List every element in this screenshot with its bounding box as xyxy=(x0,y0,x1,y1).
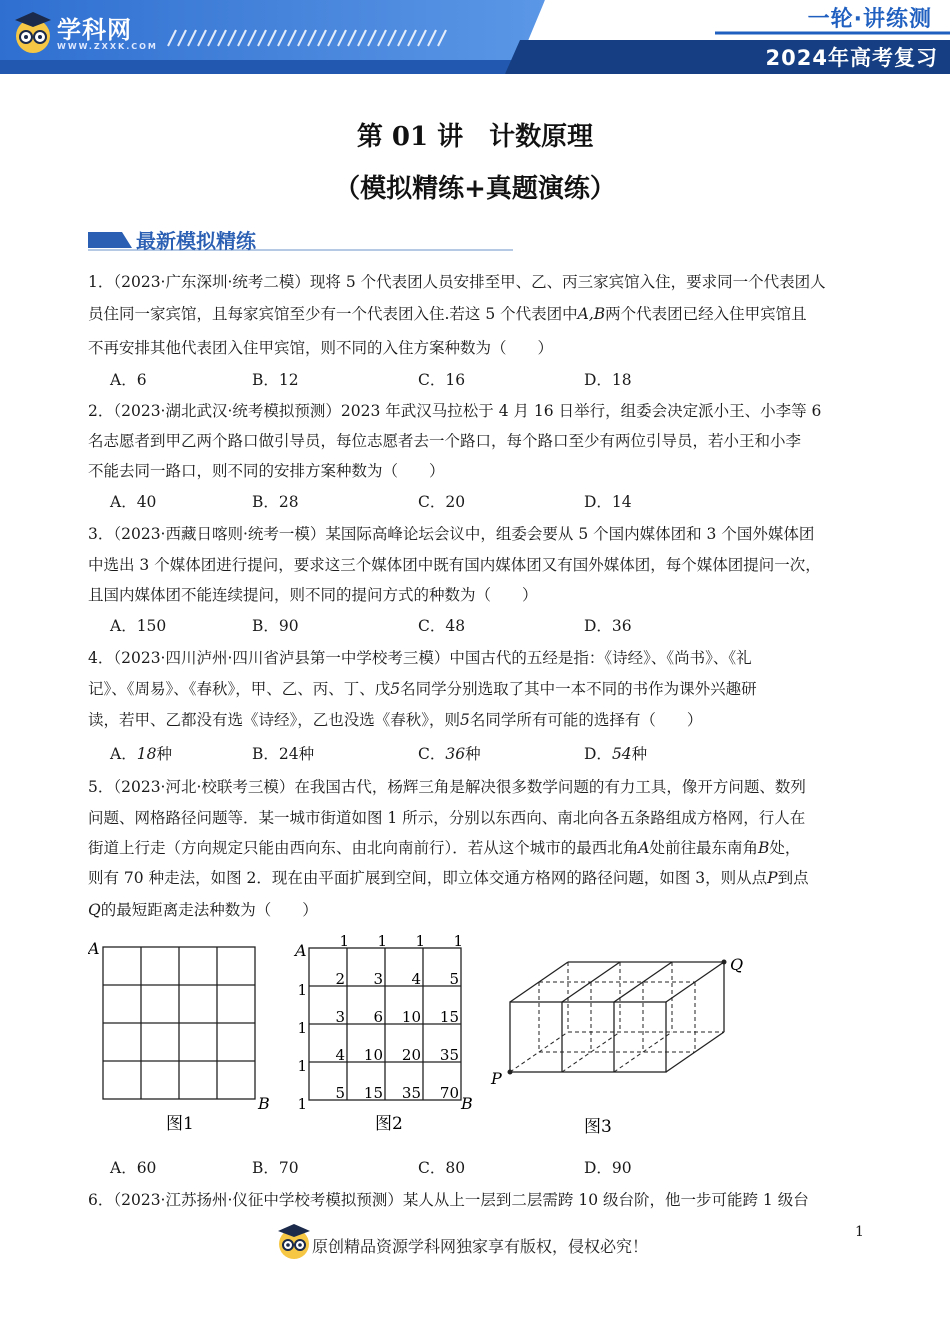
grid-number: 1 xyxy=(297,1057,307,1075)
grid-number: 70 xyxy=(439,1084,459,1102)
logo-name: 学科网 xyxy=(57,16,132,44)
option-d[interactable]: D．54种 xyxy=(584,745,648,763)
question-line: 员住同一家宾馆，且每家宾馆至少有一个代表团入住.若这 5 个代表团中A,B两个代表团已经入住甲宾馆且 xyxy=(88,305,807,323)
label-b: B xyxy=(258,1094,270,1113)
solid-edges xyxy=(510,962,724,1072)
math-var: B xyxy=(757,839,770,857)
label-q: Q xyxy=(730,955,744,974)
figure-caption: 图1 xyxy=(166,1114,194,1134)
question-line: 问题、网格路径问题等．某一城市街道如图 1 所示，分别以东西向、南北向各五条路组成方格网，行人在 xyxy=(88,809,806,827)
question-line: 则有 70 种走法，如图 2．现在由平面扩展到空间，即立体交通方格网的路径问题，如图 3，则从点P到点 xyxy=(88,869,809,887)
question-line: 2．（2023·湖北武汉·统考模拟预测）2023 年武汉马拉松于 4 月 16 日举行，组委会决定派小王、小李等 6 xyxy=(88,402,822,420)
option-c[interactable]: C．48 xyxy=(418,617,466,635)
grid-number: 1 xyxy=(297,1019,307,1037)
grid-lines xyxy=(309,948,461,1100)
grid-number: 4 xyxy=(335,1046,345,1064)
math-var: A xyxy=(638,839,650,857)
page-subtitle: （模拟精练+真题演练） xyxy=(334,174,616,204)
math-var: A,B xyxy=(577,305,606,323)
grid-number: 3 xyxy=(335,1008,345,1026)
question-line: 名志愿者到甲乙两个路口做引导员，每位志愿者去一个路口，每个路口至少有两位引导员，若小王和小李 xyxy=(88,432,802,450)
grid-number: 20 xyxy=(401,1046,421,1064)
grid-number: 5 xyxy=(335,1084,345,1102)
grid-number: 3 xyxy=(373,970,383,988)
question-line: 街道上行走（方向规定只能由西向东、由北向南前行）．若从这个城市的最西北角A处前往最东南角B处， xyxy=(88,839,801,857)
option-a[interactable]: A．60 xyxy=(110,1159,157,1177)
question-line: 不能去同一路口，则不同的安排方案种数为（ ） xyxy=(88,462,445,480)
question-line: 4．（2023·四川泸州·四川省泸县第一中学校考三模）中国古代的五经是指：《诗经》、《尚书》、《礼 xyxy=(88,649,752,667)
owl-footer-icon xyxy=(276,1222,312,1262)
option-a[interactable]: A．40 xyxy=(110,493,157,511)
grid-number: 35 xyxy=(401,1084,421,1102)
math-var: P xyxy=(767,869,778,887)
grid-number: 1 xyxy=(377,932,387,950)
option-d[interactable]: D．36 xyxy=(584,617,632,635)
figure-2-yang-hui-grid xyxy=(293,928,483,1138)
answer-options xyxy=(110,368,810,390)
math-var: Q xyxy=(88,901,101,919)
question-line: 中选出 3 个媒体团进行提问，要求这三个媒体团中既有国内媒体团又有国外媒体团，每个媒体团提问一次， xyxy=(88,556,821,574)
grid-number: 5 xyxy=(449,970,459,988)
math-var: 5 xyxy=(390,680,401,698)
grid-number: 35 xyxy=(439,1046,459,1064)
label-b: B xyxy=(461,1094,473,1113)
label-a: A xyxy=(295,941,307,960)
figure-1-street-grid xyxy=(88,932,278,1137)
point-p-dot xyxy=(508,1070,513,1075)
question-line: 且国内媒体团不能连续提问，则不同的提问方式的种数为（ ） xyxy=(88,586,538,604)
grid-number: 1 xyxy=(297,1095,307,1113)
question-line: 读，若甲、乙都没有选《诗经》，乙也没选《春秋》，则5名同学所有可能的选择有（ ） xyxy=(88,711,703,729)
figure-3-3d-grid xyxy=(488,950,763,1142)
option-b[interactable]: B．28 xyxy=(252,493,299,511)
grid-number: 1 xyxy=(415,932,425,950)
question-line: 1．（2023·广东深圳·统考二模）现将 5 个代表团人员安排至甲、乙、丙三家宾馆入住，要求同一个代表团人 xyxy=(88,273,826,291)
option-a[interactable]: A．150 xyxy=(110,617,167,635)
grid-number: 10 xyxy=(401,1008,421,1026)
year-label: 2024年高考复习 xyxy=(765,46,938,70)
label-a: A xyxy=(88,939,100,958)
grid-number: 10 xyxy=(363,1046,383,1064)
copyright-notice: 原创精品资源学科网独家享有版权，侵权必究！ xyxy=(312,1237,649,1256)
grid-number: 15 xyxy=(439,1008,459,1026)
math-var: 5 xyxy=(460,711,470,729)
label-p: P xyxy=(491,1069,502,1088)
option-b[interactable]: B．70 xyxy=(252,1159,299,1177)
page-title: 第 01 讲 计数原理 xyxy=(356,122,594,152)
question-line: 5．（2023·河北·校联考三模）在我国古代，杨辉三角是解决很多数学问题的有力工具，像开方问题、数列 xyxy=(88,778,806,796)
option-c[interactable]: C．20 xyxy=(418,493,466,511)
hidden-edges xyxy=(510,962,724,1072)
option-c[interactable]: C．36种 xyxy=(418,745,481,763)
option-d[interactable]: D．18 xyxy=(584,371,632,389)
option-d[interactable]: D．14 xyxy=(584,493,632,511)
grid-number: 4 xyxy=(411,970,421,988)
owl-logo-icon xyxy=(15,12,51,53)
option-b[interactable]: B．12 xyxy=(252,371,299,389)
figure-caption: 图2 xyxy=(375,1114,403,1134)
option-a[interactable]: A．18种 xyxy=(110,745,172,763)
option-d[interactable]: D．90 xyxy=(584,1159,632,1177)
question-line: 记》、《周易》、《春秋》，甲、乙、丙、丁、戊5名同学分别选取了其中一本不同的书作为课外兴趣研 xyxy=(88,680,757,698)
grid-lines xyxy=(103,947,255,1099)
series-label: 一轮·讲练测 xyxy=(807,7,932,32)
option-c[interactable]: C．80 xyxy=(418,1159,466,1177)
option-b[interactable]: B．24种 xyxy=(252,745,315,763)
question-line: 不再安排其他代表团入住甲宾馆，则不同的入住方案种数为（ ） xyxy=(88,339,554,357)
grid-number: 6 xyxy=(373,1008,383,1026)
option-c[interactable]: C．16 xyxy=(418,371,466,389)
option-a[interactable]: A．6 xyxy=(110,371,147,389)
question-line: Q的最短距离走法种数为（ ） xyxy=(88,901,318,919)
question-line: 3．（2023·西藏日喀则·统考一模）某国际高峰论坛会议中，组委会要从 5 个国内媒体团和 3 个国外媒体团 xyxy=(88,525,815,543)
answer-options xyxy=(110,742,810,764)
section-title: 最新模拟精练 xyxy=(136,229,256,253)
answer-options xyxy=(110,490,810,512)
answer-options xyxy=(110,614,810,636)
question-line: 6．（2023·江苏扬州·仪征中学校考模拟预测）某人从上一层到二层需跨 10 级台阶，他一步可能跨 1 级台 xyxy=(88,1191,809,1209)
logo-domain: WWW.ZXXK.COM xyxy=(57,42,158,51)
grid-number: 15 xyxy=(363,1084,383,1102)
answer-options xyxy=(110,1156,810,1178)
point-q-dot xyxy=(722,960,727,965)
grid-number: 1 xyxy=(339,932,349,950)
grid-number: 2 xyxy=(335,970,345,988)
option-b[interactable]: B．90 xyxy=(252,617,299,635)
grid-number: 1 xyxy=(297,981,307,999)
grid-number: 1 xyxy=(453,932,463,950)
figure-caption: 图3 xyxy=(584,1117,612,1137)
page-number: 1 xyxy=(855,1224,864,1240)
